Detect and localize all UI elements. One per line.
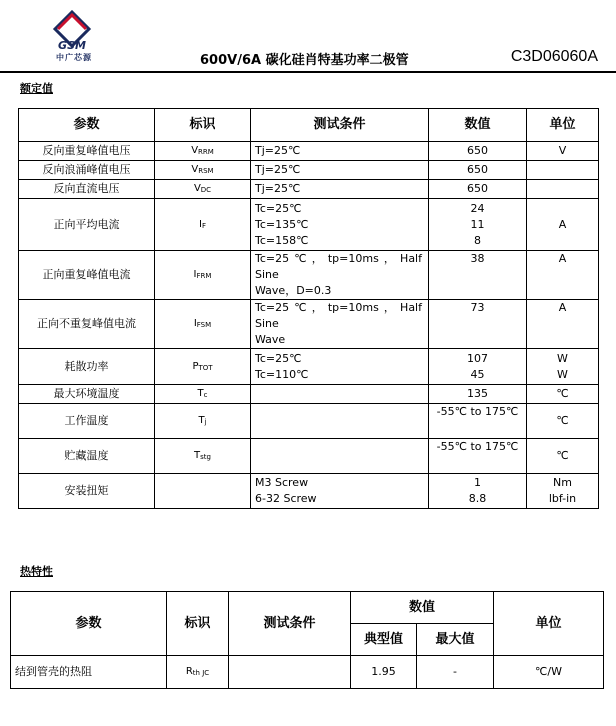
condition-cell: Tj=25℃ xyxy=(251,161,429,180)
value-cell: 650 xyxy=(429,142,527,161)
value-cell: 650 xyxy=(429,161,527,180)
unit-cell: A xyxy=(527,251,599,300)
thermal-section-title: 热特性 xyxy=(20,565,53,578)
unit-cell: ℃ xyxy=(527,385,599,404)
thermal-header-max: 最大值 xyxy=(417,624,494,656)
thermal-header-symbol: 标识 xyxy=(167,592,229,656)
unit-cell: V xyxy=(527,142,599,161)
condition-cell: Tc=25℃，tp=10ms，Half Sine Wave，D=0.3 xyxy=(251,251,429,300)
logo-text: 中广芯源 xyxy=(56,53,92,62)
symbol-cell: IF xyxy=(155,199,251,251)
symbol-cell: IFSM xyxy=(155,300,251,349)
thermal-table xyxy=(10,591,604,689)
thermal-symbol: Rth JC xyxy=(167,656,229,689)
param-cell: 最大环境温度 xyxy=(19,385,155,404)
unit-cell: A xyxy=(527,199,599,251)
ratings-row xyxy=(19,349,599,385)
header-value: 数值 xyxy=(429,109,527,142)
condition-cell xyxy=(251,385,429,404)
thermal-header-value: 数值 xyxy=(351,592,494,624)
thermal-header-unit: 单位 xyxy=(494,592,604,656)
param-cell: 反向重复峰值电压 xyxy=(19,142,155,161)
ratings-row xyxy=(19,404,599,439)
header-rule xyxy=(0,71,616,73)
param-cell: 安装扭矩 xyxy=(19,474,155,509)
ratings-section-title: 额定值 xyxy=(20,82,53,95)
value-cell: 135 xyxy=(429,385,527,404)
unit-cell: W W xyxy=(527,349,599,385)
param-cell: 耗散功率 xyxy=(19,349,155,385)
unit-cell xyxy=(527,180,599,199)
param-cell: 正向重复峰值电流 xyxy=(19,251,155,300)
param-cell: 正向不重复峰值电流 xyxy=(19,300,155,349)
condition-cell: Tc=25℃ Tc=110℃ xyxy=(251,349,429,385)
value-cell: 1 8.8 xyxy=(429,474,527,509)
condition-cell: Tj=25℃ xyxy=(251,142,429,161)
condition-cell: Tc=25℃ Tc=135℃ Tc=158℃ xyxy=(251,199,429,251)
thermal-header-typ: 典型值 xyxy=(351,624,417,656)
param-cell: 反向浪涌峰值电压 xyxy=(19,161,155,180)
value-cell: 24 11 8 xyxy=(429,199,527,251)
param-cell: 反向直流电压 xyxy=(19,180,155,199)
header-symbol: 标识 xyxy=(155,109,251,142)
condition-cell xyxy=(251,404,429,439)
unit-cell: A xyxy=(527,300,599,349)
condition-cell: M3 Screw 6-32 Screw xyxy=(251,474,429,509)
symbol-cell: VRRM xyxy=(155,142,251,161)
ratings-row xyxy=(19,161,599,180)
symbol-cell xyxy=(155,474,251,509)
symbol-cell: VDC xyxy=(155,180,251,199)
ratings-row xyxy=(19,199,599,251)
symbol-cell: Tj xyxy=(155,404,251,439)
condition-cell: Tc=25℃，tp=10ms，Half Sine Wave xyxy=(251,300,429,349)
thermal-header-condition: 测试条件 xyxy=(229,592,351,656)
header-param: 参数 xyxy=(19,109,155,142)
thermal-row xyxy=(11,656,604,689)
thermal-header-row-1 xyxy=(11,592,604,624)
value-cell: -55℃ to 175℃ xyxy=(429,404,527,439)
thermal-unit: ℃/W xyxy=(494,656,604,689)
document-title: 600V/6A 碳化硅肖特基功率二极管 xyxy=(200,53,409,68)
value-cell: 38 xyxy=(429,251,527,300)
condition-cell xyxy=(251,439,429,474)
thermal-header-param: 参数 xyxy=(11,592,167,656)
ratings-row xyxy=(19,180,599,199)
unit-cell: ℃ xyxy=(527,439,599,474)
symbol-cell: IFRM xyxy=(155,251,251,300)
unit-cell xyxy=(527,161,599,180)
ratings-row xyxy=(19,142,599,161)
condition-cell: Tj=25℃ xyxy=(251,180,429,199)
ratings-row xyxy=(19,385,599,404)
unit-cell: ℃ xyxy=(527,404,599,439)
ratings-row xyxy=(19,474,599,509)
ratings-header-row xyxy=(19,109,599,142)
value-cell: 73 xyxy=(429,300,527,349)
ratings-table xyxy=(18,108,599,509)
ratings-row xyxy=(19,300,599,349)
thermal-max: - xyxy=(417,656,494,689)
symbol-cell: Tc xyxy=(155,385,251,404)
header-unit: 单位 xyxy=(527,109,599,142)
value-cell: 650 xyxy=(429,180,527,199)
value-cell: 107 45 xyxy=(429,349,527,385)
thermal-condition xyxy=(229,656,351,689)
header-condition: 测试条件 xyxy=(251,109,429,142)
param-cell: 工作温度 xyxy=(19,404,155,439)
param-cell: 贮藏温度 xyxy=(19,439,155,474)
thermal-typ: 1.95 xyxy=(351,656,417,689)
unit-cell: Nm lbf-in xyxy=(527,474,599,509)
thermal-param: 结到管壳的热阻 xyxy=(11,656,167,689)
symbol-cell: VRSM xyxy=(155,161,251,180)
param-cell: 正向平均电流 xyxy=(19,199,155,251)
svg-text:GSM: GSM xyxy=(58,39,86,52)
symbol-cell: PTOT xyxy=(155,349,251,385)
symbol-cell: Tstg xyxy=(155,439,251,474)
ratings-row xyxy=(19,251,599,300)
value-cell: -55℃ to 175℃ xyxy=(429,439,527,474)
ratings-row xyxy=(19,439,599,474)
part-number: C3D06060A xyxy=(510,48,598,65)
